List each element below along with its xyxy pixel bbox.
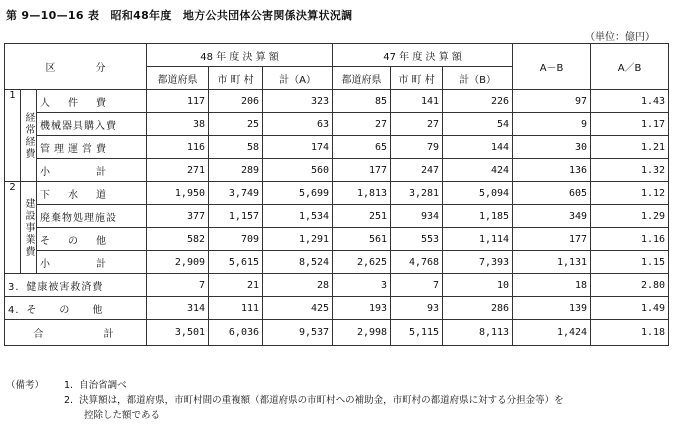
cell-pref-48: 314 bbox=[147, 297, 209, 320]
cell-muni-48: 21 bbox=[209, 274, 263, 297]
cell-ratio: 1.32 bbox=[591, 159, 669, 182]
table-row bbox=[5, 90, 669, 113]
cell-pref-48: 38 bbox=[147, 113, 209, 136]
notes bbox=[6, 378, 564, 423]
table-row bbox=[5, 228, 669, 251]
cell-ratio: 1.16 bbox=[591, 228, 669, 251]
cell-ratio: 1.15 bbox=[591, 251, 669, 274]
cell-pref-47: 561 bbox=[333, 228, 391, 251]
header-category: 区 分 bbox=[5, 44, 147, 90]
header-fy47: 47 年 度 決 算 額 bbox=[333, 44, 513, 67]
cell-total-b: 1,114 bbox=[443, 228, 513, 251]
table-row bbox=[5, 297, 669, 320]
cell-muni-47: 7 bbox=[391, 274, 443, 297]
header-ratio: A／B bbox=[591, 44, 669, 90]
cell-diff: 1,424 bbox=[513, 320, 591, 346]
cell-pref-47: 85 bbox=[333, 90, 391, 113]
row-label: 廃棄物処理施設 bbox=[37, 205, 147, 228]
table-row bbox=[5, 159, 669, 182]
cell-total-a: 560 bbox=[263, 159, 333, 182]
cell-muni-48: 289 bbox=[209, 159, 263, 182]
cell-total-b: 286 bbox=[443, 297, 513, 320]
cell-diff: 177 bbox=[513, 228, 591, 251]
cell-total-a: 63 bbox=[263, 113, 333, 136]
cell-diff: 136 bbox=[513, 159, 591, 182]
cell-pref-47: 2,998 bbox=[333, 320, 391, 346]
cell-muni-47: 4,768 bbox=[391, 251, 443, 274]
table-row bbox=[5, 113, 669, 136]
cell-diff: 605 bbox=[513, 182, 591, 205]
cell-total-a: 174 bbox=[263, 136, 333, 159]
cell-ratio: 1.21 bbox=[591, 136, 669, 159]
row-label: 小 計 bbox=[37, 251, 147, 274]
cell-muni-47: 934 bbox=[391, 205, 443, 228]
row-label: 合 計 bbox=[5, 320, 147, 346]
row-label: そ の 他 bbox=[37, 228, 147, 251]
header-muni-48: 市 町 村 bbox=[209, 67, 263, 90]
note-1-num: 1. bbox=[64, 380, 74, 391]
row-label: 下 水 道 bbox=[37, 182, 147, 205]
table-row bbox=[5, 205, 669, 228]
header-row-1 bbox=[5, 44, 669, 67]
cell-pref-48: 271 bbox=[147, 159, 209, 182]
cell-ratio: 1.49 bbox=[591, 297, 669, 320]
cell-pref-47: 2,625 bbox=[333, 251, 391, 274]
cell-ratio: 1.18 bbox=[591, 320, 669, 346]
cell-total-b: 1,185 bbox=[443, 205, 513, 228]
cell-total-b: 424 bbox=[443, 159, 513, 182]
cell-total-a: 323 bbox=[263, 90, 333, 113]
table-row bbox=[5, 274, 669, 297]
cell-pref-48: 116 bbox=[147, 136, 209, 159]
cell-muni-48: 709 bbox=[209, 228, 263, 251]
cell-total-a: 1,534 bbox=[263, 205, 333, 228]
cell-total-a: 5,699 bbox=[263, 182, 333, 205]
cell-pref-48: 3,501 bbox=[147, 320, 209, 346]
cell-pref-48: 1,950 bbox=[147, 182, 209, 205]
cell-pref-48: 117 bbox=[147, 90, 209, 113]
group-label: 経常経費 bbox=[21, 90, 37, 182]
cell-muni-48: 25 bbox=[209, 113, 263, 136]
cell-total-a: 1,291 bbox=[263, 228, 333, 251]
cell-pref-48: 2,909 bbox=[147, 251, 209, 274]
table-row bbox=[5, 251, 669, 274]
cell-total-a: 28 bbox=[263, 274, 333, 297]
header-pref-48: 都道府県 bbox=[147, 67, 209, 90]
cell-diff: 9 bbox=[513, 113, 591, 136]
cell-total-b: 5,094 bbox=[443, 182, 513, 205]
cell-muni-47: 5,115 bbox=[391, 320, 443, 346]
cell-total-b: 144 bbox=[443, 136, 513, 159]
cell-total-b: 7,393 bbox=[443, 251, 513, 274]
cell-total-b: 226 bbox=[443, 90, 513, 113]
cell-muni-47: 27 bbox=[391, 113, 443, 136]
cell-total-a: 9,537 bbox=[263, 320, 333, 346]
cell-ratio: 1.29 bbox=[591, 205, 669, 228]
cell-ratio: 1.12 bbox=[591, 182, 669, 205]
cell-diff: 139 bbox=[513, 297, 591, 320]
cell-total-a: 8,524 bbox=[263, 251, 333, 274]
cell-pref-48: 582 bbox=[147, 228, 209, 251]
cell-total-b: 10 bbox=[443, 274, 513, 297]
cell-muni-47: 79 bbox=[391, 136, 443, 159]
cell-ratio: 1.17 bbox=[591, 113, 669, 136]
cell-ratio: 2.80 bbox=[591, 274, 669, 297]
cell-pref-47: 193 bbox=[333, 297, 391, 320]
cell-pref-47: 1,813 bbox=[333, 182, 391, 205]
cell-diff: 349 bbox=[513, 205, 591, 228]
header-total-b: 計（B） bbox=[443, 67, 513, 90]
cell-muni-47: 553 bbox=[391, 228, 443, 251]
group-number: 1 bbox=[5, 90, 21, 182]
cell-pref-48: 7 bbox=[147, 274, 209, 297]
note-2-num: 2. bbox=[64, 395, 74, 406]
cell-total-b: 54 bbox=[443, 113, 513, 136]
cell-muni-48: 1,157 bbox=[209, 205, 263, 228]
unit-label: （単位：億円） bbox=[585, 32, 655, 43]
cell-pref-47: 251 bbox=[333, 205, 391, 228]
cell-pref-47: 3 bbox=[333, 274, 391, 297]
cell-pref-47: 27 bbox=[333, 113, 391, 136]
row-label: 小 計 bbox=[37, 159, 147, 182]
row-label: 4．そ の 他 bbox=[5, 297, 147, 320]
header-pref-47: 都道府県 bbox=[333, 67, 391, 90]
header-total-a: 計（A） bbox=[263, 67, 333, 90]
note-2-line1: 決算額は，都道府県，市町村間の重複額（都道府県の市町村への補助金，市町村の都道府県に対する分担金等）を bbox=[79, 395, 564, 406]
cell-total-a: 425 bbox=[263, 297, 333, 320]
table-row bbox=[5, 182, 669, 205]
row-label: 3．健康被害救済費 bbox=[5, 274, 147, 297]
cell-muni-47: 3,281 bbox=[391, 182, 443, 205]
cell-muni-47: 247 bbox=[391, 159, 443, 182]
cell-muni-48: 58 bbox=[209, 136, 263, 159]
table-title: 第 9—10—16 表 昭和48年度 地方公共団体公害関係決算状況調 bbox=[6, 9, 353, 22]
table-row bbox=[5, 136, 669, 159]
row-label: 人 件 費 bbox=[37, 90, 147, 113]
group-number: 2 bbox=[5, 182, 21, 274]
cell-diff: 18 bbox=[513, 274, 591, 297]
cell-muni-48: 206 bbox=[209, 90, 263, 113]
cell-muni-48: 5,615 bbox=[209, 251, 263, 274]
header-muni-47: 市 町 村 bbox=[391, 67, 443, 90]
budget-table bbox=[4, 43, 669, 346]
cell-muni-48: 111 bbox=[209, 297, 263, 320]
cell-muni-48: 3,749 bbox=[209, 182, 263, 205]
row-label: 管理運営費 bbox=[37, 136, 147, 159]
cell-diff: 97 bbox=[513, 90, 591, 113]
cell-pref-47: 65 bbox=[333, 136, 391, 159]
notes-head: （備考） bbox=[6, 380, 45, 391]
cell-diff: 30 bbox=[513, 136, 591, 159]
cell-diff: 1,131 bbox=[513, 251, 591, 274]
cell-muni-47: 93 bbox=[391, 297, 443, 320]
table-row bbox=[5, 320, 669, 346]
note-2-line2: 控除した額である bbox=[84, 410, 161, 421]
note-1: 自治省調べ bbox=[79, 380, 127, 391]
cell-pref-48: 377 bbox=[147, 205, 209, 228]
row-label: 機械器具購入費 bbox=[37, 113, 147, 136]
cell-total-b: 8,113 bbox=[443, 320, 513, 346]
cell-ratio: 1.43 bbox=[591, 90, 669, 113]
cell-muni-47: 141 bbox=[391, 90, 443, 113]
cell-muni-48: 6,036 bbox=[209, 320, 263, 346]
header-fy48: 48 年 度 決 算 額 bbox=[147, 44, 333, 67]
header-diff: A－B bbox=[513, 44, 591, 90]
group-label: 建設事業費 bbox=[21, 182, 37, 274]
cell-pref-47: 177 bbox=[333, 159, 391, 182]
